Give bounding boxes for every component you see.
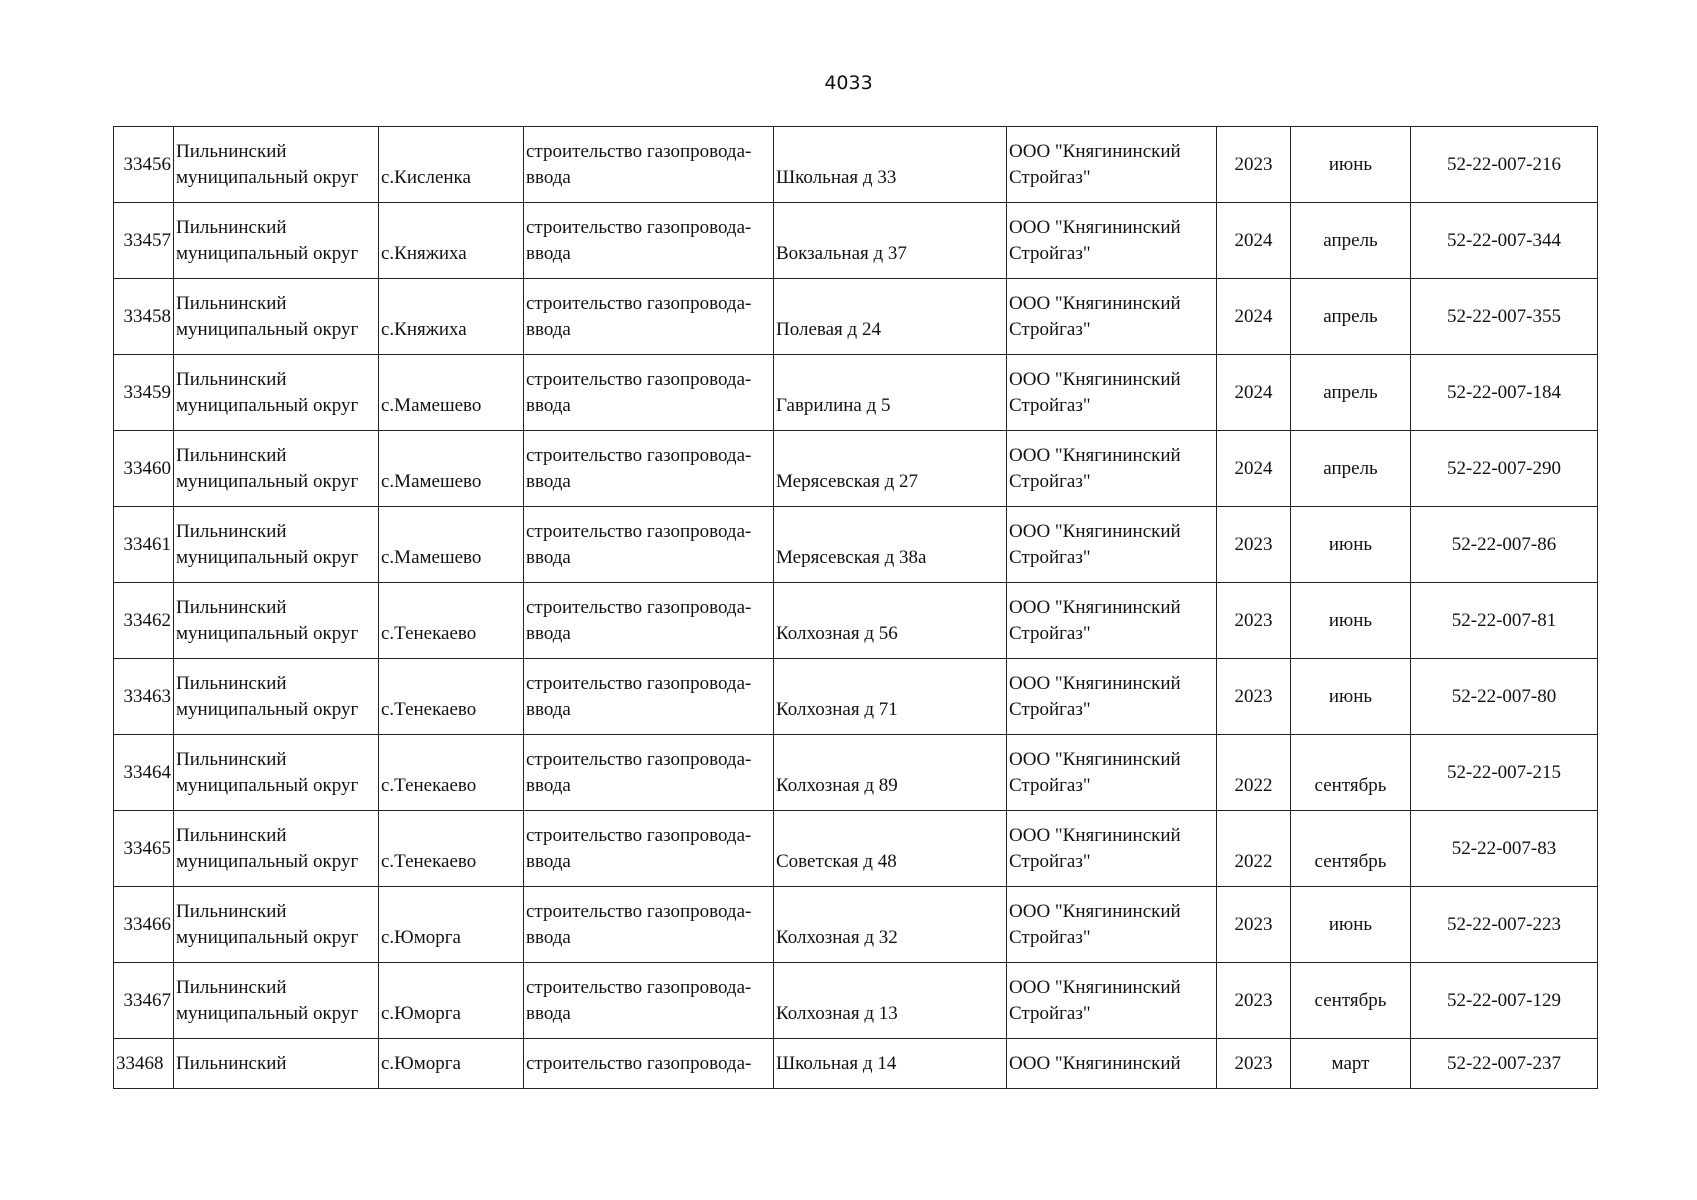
village-cell bbox=[379, 735, 524, 811]
village-cell bbox=[379, 127, 524, 203]
contractor-line: Стройгаз" bbox=[1009, 242, 1091, 264]
district-line: муниципальный округ bbox=[176, 166, 359, 188]
village-name: с.Княжиха bbox=[381, 242, 467, 264]
month-cell: сентябрь bbox=[1291, 963, 1411, 1039]
work-type-cell bbox=[524, 583, 774, 659]
village-cell: с.Юморга bbox=[379, 1039, 524, 1089]
district-line: муниципальный округ bbox=[176, 242, 359, 264]
address-cell bbox=[774, 355, 1007, 431]
address: Мерясевская д 38а bbox=[776, 546, 927, 568]
year-cell: 2024 bbox=[1217, 355, 1291, 431]
work-type-line: строительство газопровода- bbox=[526, 748, 752, 770]
code-cell: 52-22-007-129 bbox=[1411, 963, 1598, 1039]
address: Советская д 48 bbox=[776, 850, 897, 872]
address: Колхозная д 71 bbox=[776, 698, 898, 720]
district-cell bbox=[174, 127, 379, 203]
record-number: 33458 bbox=[114, 279, 174, 355]
work-type-line: ввода bbox=[526, 850, 571, 872]
village-name: с.Мамешево bbox=[381, 394, 482, 416]
address: Колхозная д 13 bbox=[776, 1002, 898, 1024]
work-type-line: ввода bbox=[526, 926, 571, 948]
code-cell: 52-22-007-83 bbox=[1411, 811, 1598, 887]
year-cell: 2023 bbox=[1217, 659, 1291, 735]
address: Гаврилина д 5 bbox=[776, 394, 891, 416]
work-type-cell bbox=[524, 887, 774, 963]
month-cell: апрель bbox=[1291, 431, 1411, 507]
address-cell bbox=[774, 507, 1007, 583]
work-type-line: строительство газопровода- bbox=[526, 216, 752, 238]
contractor-line: ООО "Княгининский bbox=[1009, 368, 1181, 390]
work-type-line: ввода bbox=[526, 1002, 571, 1024]
contractor-cell bbox=[1007, 127, 1217, 203]
table-row bbox=[114, 279, 1598, 355]
contractor-line: ООО "Княгининский bbox=[1009, 216, 1181, 238]
month-cell: март bbox=[1291, 1039, 1411, 1089]
year-cell bbox=[1217, 811, 1291, 887]
code-cell: 52-22-007-215 bbox=[1411, 735, 1598, 811]
month-cell: июнь bbox=[1291, 659, 1411, 735]
contractor-cell bbox=[1007, 735, 1217, 811]
work-type-line: ввода bbox=[526, 470, 571, 492]
code-cell: 52-22-007-290 bbox=[1411, 431, 1598, 507]
year-cell: 2023 bbox=[1217, 963, 1291, 1039]
month-cell: июнь bbox=[1291, 127, 1411, 203]
year-cell bbox=[1217, 735, 1291, 811]
contractor-line: ООО "Княгининский bbox=[1009, 520, 1181, 542]
district-line: муниципальный округ bbox=[176, 850, 359, 872]
village-name: с.Мамешево bbox=[381, 546, 482, 568]
village-cell bbox=[379, 887, 524, 963]
table-body bbox=[114, 127, 1598, 1039]
record-number: 33465 bbox=[114, 811, 174, 887]
district-line: Пильнинский bbox=[176, 140, 287, 162]
district-cell bbox=[174, 659, 379, 735]
year-cell: 2024 bbox=[1217, 203, 1291, 279]
table-row bbox=[114, 203, 1598, 279]
contractor-cell bbox=[1007, 887, 1217, 963]
district-line: Пильнинский bbox=[176, 976, 287, 998]
district-line: Пильнинский bbox=[176, 292, 287, 314]
code-cell: 52-22-007-355 bbox=[1411, 279, 1598, 355]
district-line: Пильнинский bbox=[176, 444, 287, 466]
village-name: с.Тенекаево bbox=[381, 774, 477, 796]
village-name: с.Тенекаево bbox=[381, 698, 477, 720]
district-cell bbox=[174, 963, 379, 1039]
page-number: 4033 bbox=[824, 72, 873, 94]
district-line: муниципальный округ bbox=[176, 546, 359, 568]
table-row bbox=[114, 659, 1598, 735]
gas-connection-table bbox=[113, 126, 1598, 1089]
address-cell bbox=[774, 659, 1007, 735]
code-cell: 52-22-007-216 bbox=[1411, 127, 1598, 203]
table-row bbox=[114, 431, 1598, 507]
year-cell: 2023 bbox=[1217, 507, 1291, 583]
record-number: 33467 bbox=[114, 963, 174, 1039]
contractor-line: ООО "Княгининский bbox=[1009, 976, 1181, 998]
contractor-line: ООО "Княгининский bbox=[1009, 444, 1181, 466]
address-cell bbox=[774, 811, 1007, 887]
year-cell: 2024 bbox=[1217, 279, 1291, 355]
work-type-line: ввода bbox=[526, 242, 571, 264]
district-line: Пильнинский bbox=[176, 520, 287, 542]
work-type-cell: строительство газопровода- bbox=[524, 1039, 774, 1089]
address: Мерясевская д 27 bbox=[776, 470, 918, 492]
address: Колхозная д 56 bbox=[776, 622, 898, 644]
work-type-cell bbox=[524, 811, 774, 887]
work-type-line: строительство газопровода- bbox=[526, 672, 752, 694]
address: Колхозная д 32 bbox=[776, 926, 898, 948]
work-type-line: ввода bbox=[526, 774, 571, 796]
contractor-line: Стройгаз" bbox=[1009, 622, 1091, 644]
district-cell bbox=[174, 507, 379, 583]
work-type-line: ввода bbox=[526, 394, 571, 416]
contractor-line: Стройгаз" bbox=[1009, 318, 1091, 340]
code-cell: 52-22-007-86 bbox=[1411, 507, 1598, 583]
district-line: Пильнинский bbox=[176, 596, 287, 618]
village-cell bbox=[379, 431, 524, 507]
work-type-line: строительство газопровода- bbox=[526, 520, 752, 542]
contractor-cell bbox=[1007, 963, 1217, 1039]
village-cell bbox=[379, 355, 524, 431]
district-line: муниципальный округ bbox=[176, 1002, 359, 1024]
district-line: Пильнинский bbox=[176, 368, 287, 390]
district-cell bbox=[174, 583, 379, 659]
work-type-cell bbox=[524, 127, 774, 203]
district-line: Пильнинский bbox=[176, 748, 287, 770]
address-cell bbox=[774, 279, 1007, 355]
village-cell bbox=[379, 811, 524, 887]
village-name: с.Тенекаево bbox=[381, 850, 477, 872]
code-cell: 52-22-007-223 bbox=[1411, 887, 1598, 963]
work-type-cell bbox=[524, 431, 774, 507]
year-cell: 2023 bbox=[1217, 887, 1291, 963]
contractor-line: Стройгаз" bbox=[1009, 926, 1091, 948]
table-row bbox=[114, 887, 1598, 963]
month: сентябрь bbox=[1314, 850, 1387, 872]
village-name: с.Юморга bbox=[381, 1002, 461, 1024]
contractor-cell bbox=[1007, 507, 1217, 583]
district-cell: Пильнинский bbox=[174, 1039, 379, 1089]
work-type-cell bbox=[524, 355, 774, 431]
month-cell bbox=[1291, 735, 1411, 811]
district-line: муниципальный округ bbox=[176, 622, 359, 644]
village-cell bbox=[379, 659, 524, 735]
work-type-cell bbox=[524, 963, 774, 1039]
village-name: с.Юморга bbox=[381, 926, 461, 948]
work-type-cell bbox=[524, 735, 774, 811]
address-cell bbox=[774, 203, 1007, 279]
work-type-line: строительство газопровода- bbox=[526, 596, 752, 618]
record-number: 33463 bbox=[114, 659, 174, 735]
address: Колхозная д 89 bbox=[776, 774, 898, 796]
address-cell bbox=[774, 431, 1007, 507]
village-cell bbox=[379, 279, 524, 355]
table-row bbox=[114, 735, 1598, 811]
contractor-cell: ООО "Княгининский bbox=[1007, 1039, 1217, 1089]
code-cell: 52-22-007-81 bbox=[1411, 583, 1598, 659]
district-line: Пильнинский bbox=[176, 672, 287, 694]
village-cell bbox=[379, 583, 524, 659]
year-cell: 2023 bbox=[1217, 583, 1291, 659]
record-number: 33456 bbox=[114, 127, 174, 203]
district-cell bbox=[174, 355, 379, 431]
address: Вокзальная д 37 bbox=[776, 242, 907, 264]
contractor-cell bbox=[1007, 203, 1217, 279]
table-row bbox=[114, 963, 1598, 1039]
month-cell: апрель bbox=[1291, 355, 1411, 431]
year-cell: 2023 bbox=[1217, 127, 1291, 203]
work-type-line: строительство газопровода- bbox=[526, 140, 752, 162]
work-type-line: строительство газопровода- bbox=[526, 900, 752, 922]
address-cell bbox=[774, 127, 1007, 203]
code-cell: 52-22-007-344 bbox=[1411, 203, 1598, 279]
year: 2022 bbox=[1234, 850, 1273, 872]
district-cell bbox=[174, 811, 379, 887]
district-line: муниципальный округ bbox=[176, 318, 359, 340]
work-type-line: ввода bbox=[526, 698, 571, 720]
contractor-cell bbox=[1007, 659, 1217, 735]
contractor-line: Стройгаз" bbox=[1009, 698, 1091, 720]
address-cell bbox=[774, 963, 1007, 1039]
village-name: с.Мамешево bbox=[381, 470, 482, 492]
contractor-line: Стройгаз" bbox=[1009, 470, 1091, 492]
work-type-line: строительство газопровода- bbox=[526, 824, 752, 846]
month-cell: июнь bbox=[1291, 887, 1411, 963]
contractor-cell bbox=[1007, 431, 1217, 507]
record-number: 33468 bbox=[114, 1039, 174, 1089]
district-line: муниципальный округ bbox=[176, 394, 359, 416]
contractor-cell bbox=[1007, 279, 1217, 355]
record-number: 33457 bbox=[114, 203, 174, 279]
contractor-line: ООО "Княгининский bbox=[1009, 824, 1181, 846]
village-name: с.Княжиха bbox=[381, 318, 467, 340]
contractor-line: ООО "Княгининский bbox=[1009, 672, 1181, 694]
contractor-line: Стройгаз" bbox=[1009, 1002, 1091, 1024]
address-cell: Школьная д 14 bbox=[774, 1039, 1007, 1089]
address-cell bbox=[774, 583, 1007, 659]
village-cell bbox=[379, 963, 524, 1039]
month-cell: июнь bbox=[1291, 507, 1411, 583]
address-cell bbox=[774, 735, 1007, 811]
table-row bbox=[114, 811, 1598, 887]
work-type-line: строительство газопровода- bbox=[526, 292, 752, 314]
district-cell bbox=[174, 735, 379, 811]
work-type-line: строительство газопровода- bbox=[526, 444, 752, 466]
month-cell: июнь bbox=[1291, 583, 1411, 659]
village-cell bbox=[379, 507, 524, 583]
district-line: муниципальный округ bbox=[176, 926, 359, 948]
work-type-line: строительство газопровода- bbox=[526, 368, 752, 390]
village-name: с.Тенекаево bbox=[381, 622, 477, 644]
year-cell: 2023 bbox=[1217, 1039, 1291, 1089]
contractor-cell bbox=[1007, 811, 1217, 887]
district-line: муниципальный округ bbox=[176, 698, 359, 720]
contractor-line: Стройгаз" bbox=[1009, 850, 1091, 872]
record-number: 33459 bbox=[114, 355, 174, 431]
work-type-line: ввода bbox=[526, 166, 571, 188]
district-cell bbox=[174, 279, 379, 355]
contractor-line: ООО "Княгининский bbox=[1009, 292, 1181, 314]
table-row bbox=[114, 127, 1598, 203]
work-type-cell bbox=[524, 203, 774, 279]
month-cell bbox=[1291, 811, 1411, 887]
district-cell bbox=[174, 431, 379, 507]
district-line: муниципальный округ bbox=[176, 470, 359, 492]
district-line: Пильнинский bbox=[176, 900, 287, 922]
record-number: 33464 bbox=[114, 735, 174, 811]
year-cell: 2024 bbox=[1217, 431, 1291, 507]
month-cell: апрель bbox=[1291, 279, 1411, 355]
work-type-cell bbox=[524, 659, 774, 735]
work-type-cell bbox=[524, 507, 774, 583]
contractor-cell bbox=[1007, 583, 1217, 659]
work-type-line: ввода bbox=[526, 546, 571, 568]
village-name: с.Кисленка bbox=[381, 166, 471, 188]
address: Полевая д 24 bbox=[776, 318, 881, 340]
contractor-line: ООО "Княгининский bbox=[1009, 140, 1181, 162]
contractor-line: ООО "Княгининский bbox=[1009, 596, 1181, 618]
month: сентябрь bbox=[1314, 774, 1387, 796]
record-number: 33460 bbox=[114, 431, 174, 507]
contractor-line: Стройгаз" bbox=[1009, 166, 1091, 188]
work-type-line: строительство газопровода- bbox=[526, 976, 752, 998]
contractor-line: Стройгаз" bbox=[1009, 546, 1091, 568]
contractor-cell bbox=[1007, 355, 1217, 431]
district-cell bbox=[174, 203, 379, 279]
district-line: Пильнинский bbox=[176, 216, 287, 238]
code-cell: 52-22-007-80 bbox=[1411, 659, 1598, 735]
contractor-line: ООО "Княгининский bbox=[1009, 748, 1181, 770]
table-row bbox=[114, 355, 1598, 431]
address: Школьная д 33 bbox=[776, 166, 897, 188]
work-type-line: ввода bbox=[526, 622, 571, 644]
address-cell bbox=[774, 887, 1007, 963]
work-type-cell bbox=[524, 279, 774, 355]
record-number: 33466 bbox=[114, 887, 174, 963]
table-row bbox=[114, 1039, 1598, 1089]
code-cell: 52-22-007-184 bbox=[1411, 355, 1598, 431]
district-line: муниципальный округ bbox=[176, 774, 359, 796]
district-cell bbox=[174, 887, 379, 963]
contractor-line: Стройгаз" bbox=[1009, 774, 1091, 796]
district-line: Пильнинский bbox=[176, 824, 287, 846]
contractor-line: ООО "Княгининский bbox=[1009, 900, 1181, 922]
village-cell bbox=[379, 203, 524, 279]
table-row bbox=[114, 583, 1598, 659]
record-number: 33461 bbox=[114, 507, 174, 583]
year: 2022 bbox=[1234, 774, 1273, 796]
contractor-line: Стройгаз" bbox=[1009, 394, 1091, 416]
record-number: 33462 bbox=[114, 583, 174, 659]
code-cell: 52-22-007-237 bbox=[1411, 1039, 1598, 1089]
work-type-line: ввода bbox=[526, 318, 571, 340]
table-row bbox=[114, 507, 1598, 583]
month-cell: апрель bbox=[1291, 203, 1411, 279]
